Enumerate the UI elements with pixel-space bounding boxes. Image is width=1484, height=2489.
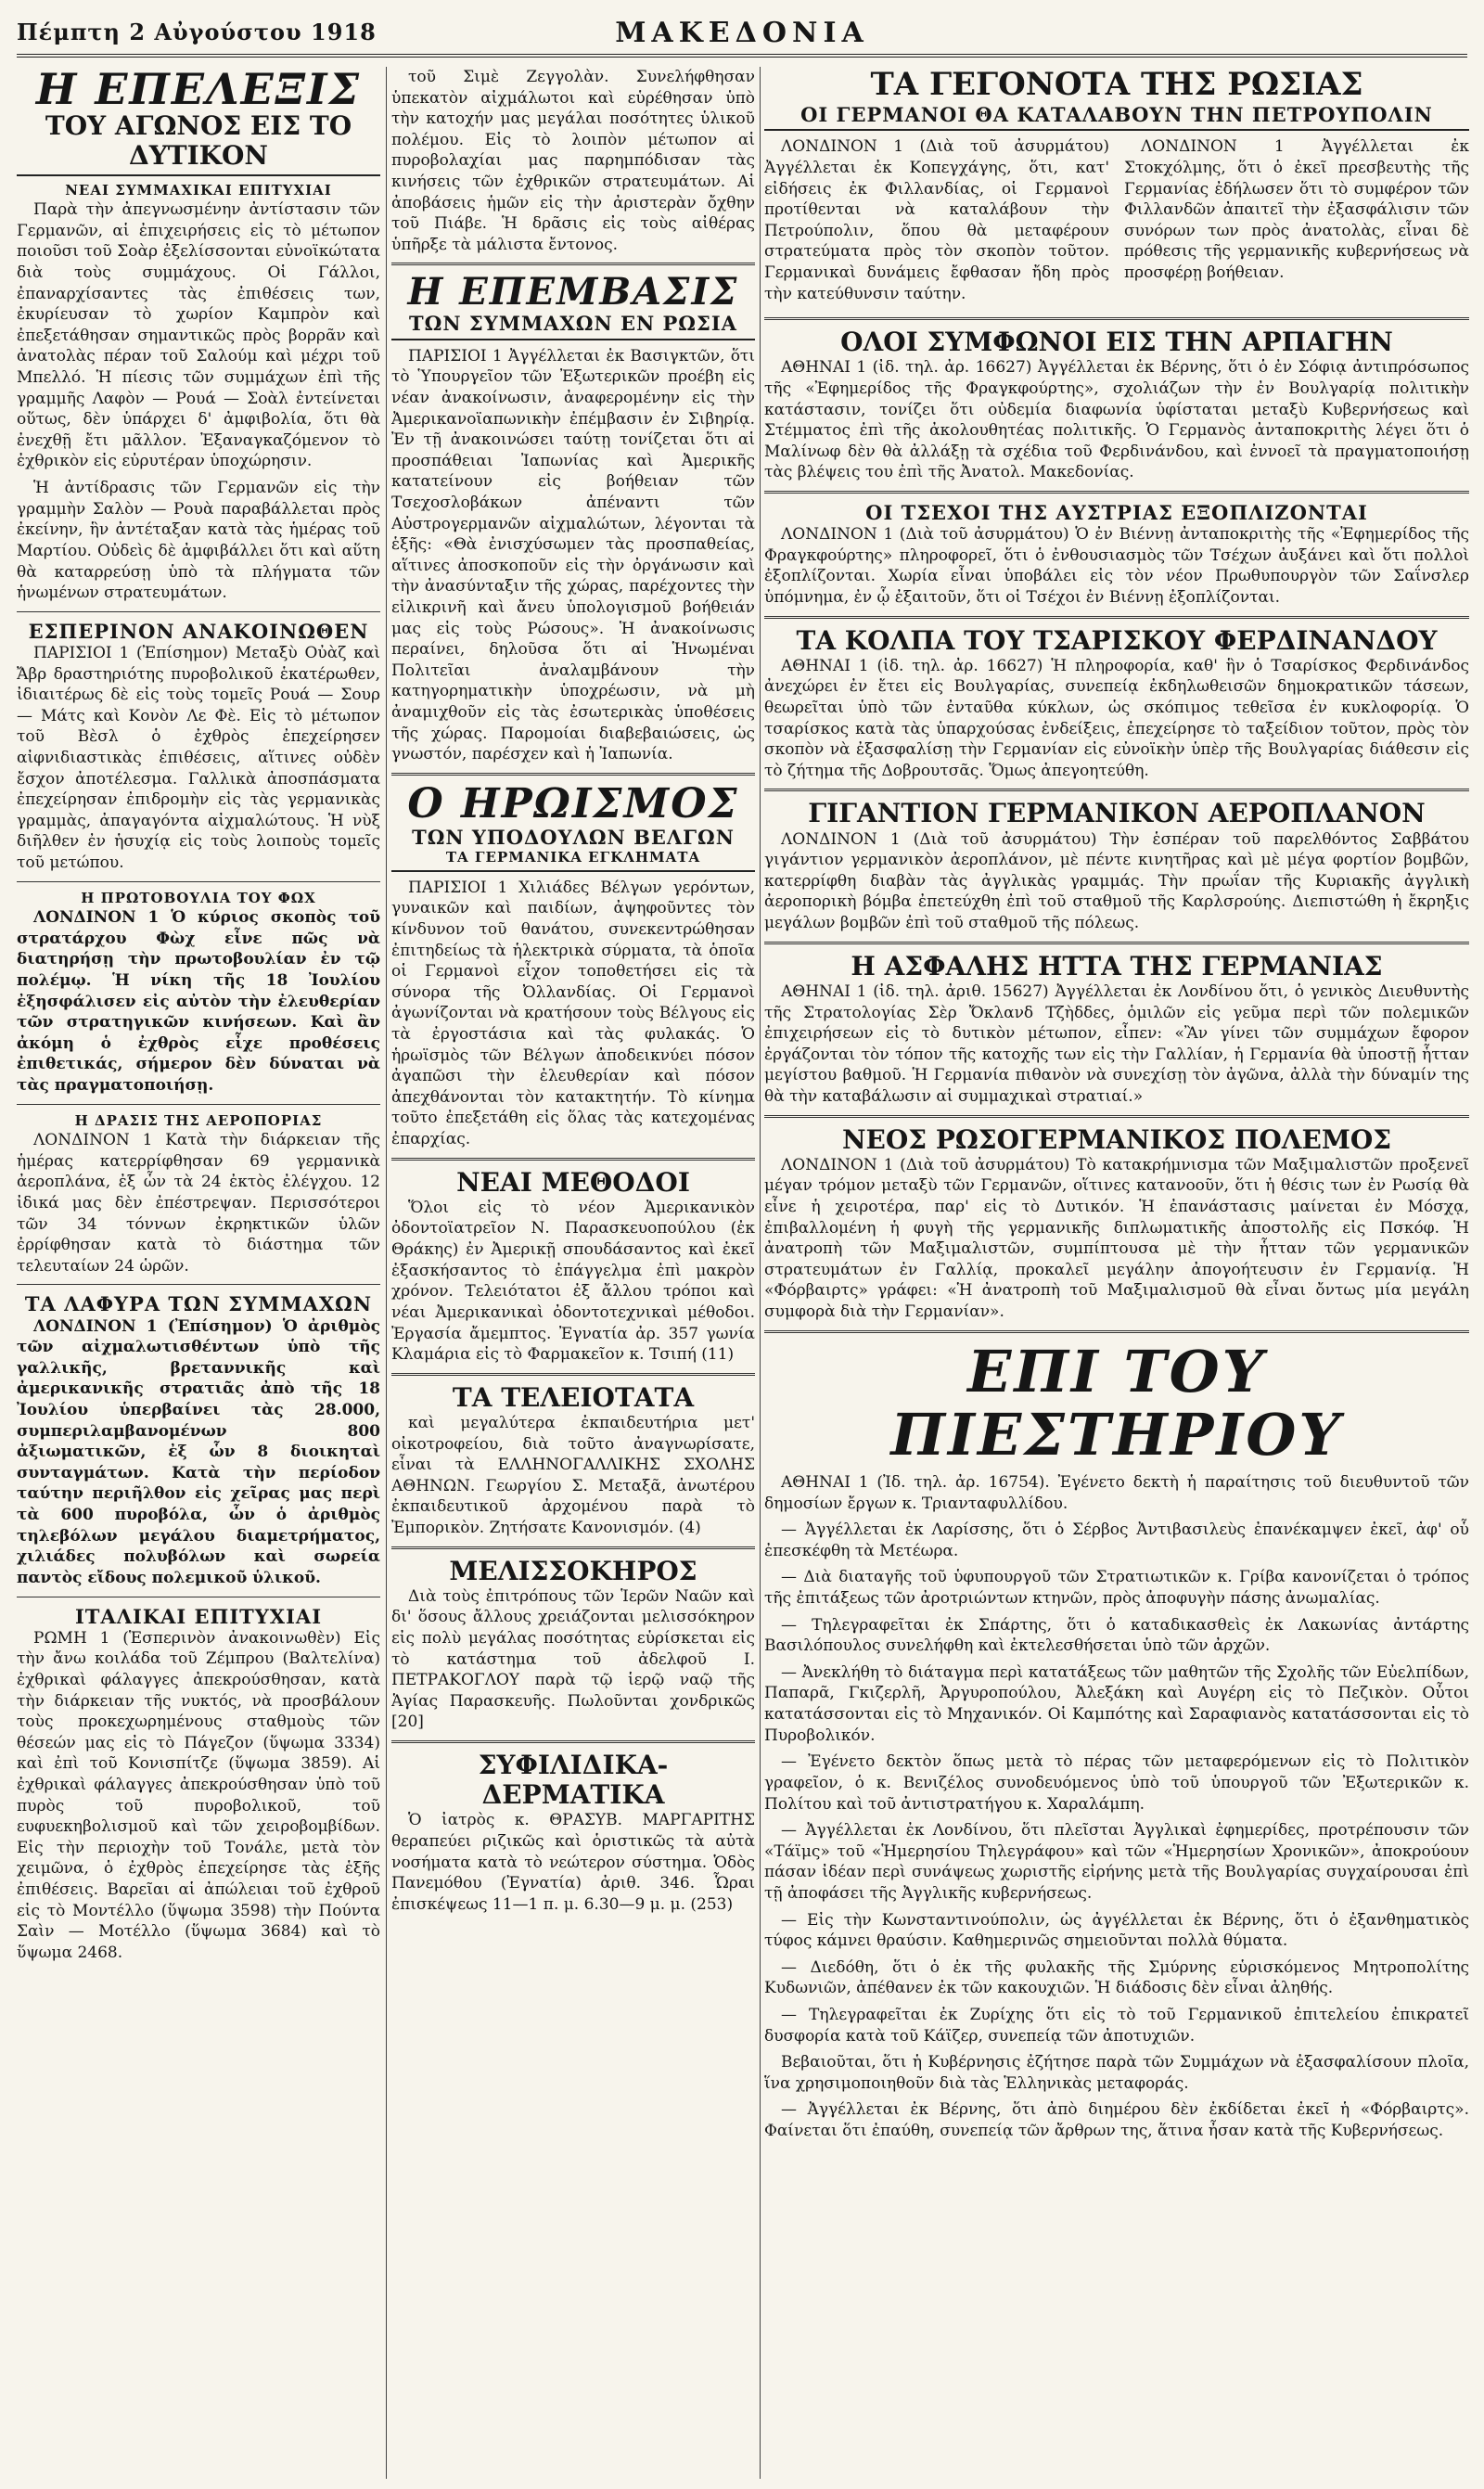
ad-new-methods-text: Ὅλοι εἰς τὸ νέον Ἀμερικανικὸν ὀδοντοϊατρεῖον Ν. Παρασκευοπούλου (ἐκ Θράκης) ἐν Ἀμερικῇ σπουδάσαντος καὶ ἐκεῖ ἐξασκήσαντος τὸ ἐπάγγελμα ἐπὶ μακρὸν χρόνον. Τελειότατοι ἐξ ἄλλου τρόποι καὶ νέαι Ἀμερικανικαὶ ὀδοντοτεχνικαὶ μέθοδοι. Ἐργασία ἄμεμπτος. Ἐγνατία ἀρ. 357 γωνία Κλαμάρια εἰς τὸ Φαρμακεῖον κ. Τσιπή (11) bbox=[391, 1198, 755, 1365]
article-paragraph: ΑΘΗΝΑΙ 1 (ἰδ. τηλ. ἀρ. 16627) Ἡ πληροφορία, καθ' ἣν ὁ Τσαρίσκος Φερδινάνδος ἀνεχώρει ἐν ἔτει εἰς Βουλγαρίας, συνεπείᾳ ἐκδηλωθεισῶν δημοκρατικῶν τάσεων, θεωρεῖται ὑπὸ τῶν ἐνταῦθα κύκλων, ὡς σκόπιμος τεθεῖσα ἐν κυκλοφορίᾳ. Ὁ τσαρίσκος κατὰ τὰς ὑπαρχούσας ἐνδείξεις, ἐπεχείρησε τὸ ταξείδιον τοῦτον, πρὸς τὸν σκοπὸν νὰ ἐξασφαλίσῃ τὴν Γερμανίαν εἰς εὐνοϊκὴν ὑπὲρ τῆς Βουλγαρίας διάθεσιν εἰς τὸ ζήτημα τῆς Δοβρουτσᾶς. Ὅμως ἀπεγοητεύθη. bbox=[764, 656, 1469, 780]
headline-russo-german-war: ΝΕΟΣ ΡΩΣΟΓΕΡΜΑΝΙΚΟΣ ΠΟΛΕΜΟΣ bbox=[841, 1123, 1392, 1155]
article-paragraph: ΛΟΝΔΙΝΟΝ 1 (Διὰ τοῦ ἀσυρμάτου) Ἀγγέλλεται ἐκ Κοπεγχάγης, ὅτι, κατ' εἰδήσεις ἐκ Φιλλανδίας, οἱ Γερμανοὶ προτίθενται νὰ καταλάβουν τὴν Πετρούπολιν, ὅπου θὰ μεταφέρουν στρατεύματα πρὸς τὸν σκοπὸν τοῦτον. Γερμανικαὶ δυνάμεις ἔφθασαν ἤδη πρὸς τὴν κατεύθυνσιν ταύτην. bbox=[764, 137, 1109, 303]
headline-foch-initiative: Η ΠΡΩΤΟΒΟΥΛΙΑ ΤΟΥ ΦΩΧ bbox=[81, 889, 316, 906]
russia-columns bbox=[764, 136, 1469, 310]
article-paragraph: ΛΟΝΔΙΝΟΝ 1 (Ἐπίσημον) Ὁ ἀριθμὸς τῶν αἰχμαλωτισθέντων ὑπὸ τῆς γαλλικῆς, βρεταννικῆς καὶ ἀμερικανικῆς στρατιᾶς ἀπὸ τῆς 18 Ἰουλίου ὑπερβαίνει τὰς 28.000, συμπεριλαμβανομένων 800 ἀξιωματικῶν, ἐξ ὧν 8 διοικηταὶ συνταγμάτων. Κατὰ τὴν περίοδον ταύτην περιῆλθον εἰς χεῖρας μας περὶ τὰ 600 πυροβόλα, ὧν ὁ ἀριθμὸς τηλεβόλων μεγάλου διαμετρήματος, χιλιάδες πολυβόλων καὶ σωρεία παντὸς εἴδους πολεμικοῦ ὑλικοῦ. bbox=[17, 1316, 380, 1587]
article-paragraph: ΑΘΗΝΑΙ 1 (ἰδ. τηλ. ἀριθ. 15627) Ἀγγέλλεται ἐκ Λονδίνου ὅτι, ὁ γενικὸς Διευθυντὴς τῆς Στρατολογίας Σὲρ Ὄκλανδ Τζὴδδες, ὁμιλῶν εἰς γεῦμα περὶ τῶν πολεμικῶν ἐπιχειρήσεων εἰς τὸ δυτικὸν μέτωπον, εἶπεν: «Ἂν γίνει τῶν συμμάχων ἔφορον ἐργάζονται τὸν τόπον τῆς κατοχῆς των εἰς τὴν Γαλλίαν, ἡ Γερμανία θὰ ὑποστῇ ἧτταν μεγίστου βαθμοῦ. Ἡ Γερμανία πιθανὸν νὰ συνεχίσῃ τὸν ἀγῶνα, ἀλλὰ τὴν δύναμίν της θὰ τὴν καταβάλωσιν αἱ συμμαχικαὶ στρατιαί.» bbox=[764, 981, 1469, 1106]
headline-intervention-sub: ΤΩΝ ΣΥΜΜΑΧΩΝ ΕΝ ΡΩΣΙΑ bbox=[391, 312, 755, 340]
ad-beeswax-title: ΜΕΛΙΣΣΟΚΗΡΟΣ bbox=[449, 1555, 697, 1586]
article-paragraph: ΛΟΝΔΙΝΟΝ 1 (Διὰ τοῦ ἀσυρμάτου) Τὸ κατακρήμνισμα τῶν Μαξιμαλιστῶν προξενεῖ μέγαν τρόμον μεταξὺ τῶν Γερμανῶν, οἵτινες κατανοοῦν, ὅτι ἡ θέσις των ἐν Ρωσίᾳ θὰ εἶνε ἡ χειροτέρα, παρ' εἰς τὸ Δυτικόν. Ἡ ἐπανάστασις μαίνεται ἐν Μόσχᾳ, ἐπιβαλλομένη ἡ φυγὴ τῆς γερμανικῆς διπλωματικῆς ἀποστολῆς εἰς Πσκόφ. Ἡ ἀνατροπὴ τῶν Μαξιμαλιστῶν, συμπίπτουσα μὲ τὴν ἧτταν τῶν γερμανικῶν στρατευμάτων ἐν Γαλλίᾳ, προκαλεῖ μεγάλην ἀπογοήτευσιν ἐν Γερμανίᾳ. Ἡ «Φόρβαιρτς» γράφει: «Ἡ ἀνατροπὴ τοῦ Μαξιμαλισμοῦ θὰ εἶναι ὄντως μία μεγάλη συμφορὰ διὰ τὴν Γερμανίαν». bbox=[764, 1155, 1469, 1321]
news-brief: — Ἀγγέλλεται ἐκ Βέρνης, ὅτι ἀπὸ διημέρου δὲν ἐκδίδεται ἐκεῖ ἡ «Φόρβαιρτς». Φαίνεται ὅτι ἐπαύθη, συνεπείᾳ τῶν ἄρθρων της, ἅτινα ἦσαν κατὰ τῆς Κυβερνήσεως. bbox=[764, 2100, 1469, 2141]
news-brief: — Ἀνεκλήθη τὸ διάταγμα περὶ κατατάξεως τῶν μαθητῶν τῆς Σχολῆς τῶν Εὐελπίδων, Παπαρᾶ, Γκιζερλῆ, Ἀργυροπούλου, Ἀλεξάκη καὶ Αυγέρη εἰς τὸ Πεζικὸν. Οὗτοι κατατάσσονται εἰς τὸ Μηχανικόν. Οἱ Καμπότης καὶ Σαραφιανὸς κατατάσσονται εἰς τὸ Πυροβολικόν. bbox=[764, 1662, 1469, 1745]
headline-heroism: Ο ΗΡΩΙΣΜΟΣ bbox=[407, 779, 739, 828]
news-brief: — Διεδόθη, ὅτι ὁ ἐκ τῆς φυλακῆς τῆς Σμύρνης εὑρισκόμενος Μητροπολίτης Κυδωνιῶν, ἀπέθανεν ἐκ τῶν κακουχιῶν. Ἡ διάδοσις δὲν εἶναι ἀληθής. bbox=[764, 1957, 1469, 1998]
ad-beeswax-text: Διὰ τοὺς ἐπιτρόπους τῶν Ἱερῶν Ναῶν καὶ δι' ὅσους ἄλλους χρειάζονται μελισσόκηρον εἰς πολὺ μεγάλας ποσότητας εὑρίσκεται εἰς τὸ κατάστημα τοῦ ἀδελφοῦ Ι. ΠΕΤΡΑΚΟΓΛΟΥ παρὰ τῷ ἱερῷ ναῷ τῆς Ἁγίας Παρασκευῆς. Πωλοῦνται χονδρικῶς [20] bbox=[391, 1586, 755, 1732]
masthead bbox=[17, 6, 1467, 58]
column-2 bbox=[391, 67, 755, 2479]
article-paragraph: τοῦ Σιμὲ Ζεγγολὰν. Συνελήφθησαν ὑπεκατὸν αἰχμάλωτοι καὶ εὑρέθησαν ὑπὸ τὴν κατοχήν μας μεγάλαι ποσότητες ὑλικοῦ πολέμου. Εἰς τὸ λοιπὸν μέτωπον αἱ πυροβολαχίαι μας παρημπόδισαν τὰς κινήσεις τῶν ἐχθρικῶν στρατευμάτων. Αἱ ἀποβάσεις ἡμῶν εἰς τὴν ἀριστερὰν ὄχθην τοῦ Πιάβε. Ἡ δρᾶσις εἰς τοὺς αἰθέρας ὑπῆρξε τὰ μάλιστα ἔντονος. bbox=[391, 68, 755, 254]
article-paragraph: ΛΟΝΔΙΝΟΝ 1 Κατὰ τὴν διάρκειαν τῆς ἡμέρας κατερρίφθησαν 69 γερμανικὰ ἀεροπλάνα, ἐξ ὧν τὰ 24 ἐκτὸς ἐλέγχου. 12 ἰδικά μας δὲν ἐπέστρεψαν. Περισσότεροι τῶν 34 τόννων ἐκρηκτικῶν ὑλῶν ἐρρίφθησαν κατὰ τὸ διάστημα τῶν τελευταίων 24 ὡρῶν. bbox=[17, 1131, 380, 1276]
article-paragraph: ΠΑΡΙΣΙΟΙ 1 Χιλιάδες Βέλγων γερόντων, γυναικῶν καὶ παιδίων, ἀψηφοῦντες τὸν κίνδυνον τοῦ θανάτου, συνεκεντρώθησαν ἐπιτηδείως τὰ ἡλεκτρικὰ σύρματα, τὰ ὁποῖα οἱ Γερμανοὶ εἶχον τοποθετήσει εἰς τὰ σύνορα τῆς Ὀλλανδίας. Οἱ Γερμανοὶ ἀγωνίζονται νὰ κρατήσουν τοὺς Βέλγους εἰς τὰ ἐργοστάσια καὶ τὰς φυλακάς. Ὁ ἡρωϊσμὸς τῶν Βέλγων ἀποδεικνύει πόσον ἀγαπῶσι τὴν ἐλευθερίαν καὶ πόσον ἀπεχθάνονται τὸν κατακτητήν. Τὸ κίνημα τοῦτο ἐπεξετάθη εἰς ὅλας τὰς κατεχομένας ἐπαρχίας. bbox=[391, 878, 755, 1149]
right-half bbox=[764, 67, 1469, 2479]
issue-date: Πέμπτη 2 Αὐγούστου 1918 bbox=[17, 19, 377, 45]
ad-new-methods-title: ΝΕΑΙ ΜΕΘΟΔΟΙ bbox=[456, 1166, 690, 1198]
article-paragraph: ΡΩΜΗ 1 (Ἑσπερινὸν ἀνακοινωθὲν) Εἰς τὴν ἄνω κοιλάδα τοῦ Ζέμπρου (Βαλτελίνα) ἐχθρικαὶ φάλαγγες ἀπεκρούσθησαν, κατὰ τὴν διάρκειαν τῆς νυκτός, νὰ προσβάλουν τοὺς προκεχωρημένους σταθμοὺς τῶν θέσεών μας εἰς τὸ Πάγεζον (ὕψωμα 3334) καὶ ἐπὶ τοῦ Κονισπίτζε (ὕψωμα 3859). Αἱ ἐχθρικαὶ φάλαγγες ἀπεκρούσθησαν ὑπὸ τοῦ πυρὸς τοῦ πυροβολικοῦ, τοῦ ευφυεκηβολισμοῦ καὶ τῶν χειροβομβίδων. Εἰς τὴν περιοχὴν τοῦ Τονάλε, μετὰ τὸν χειμῶνα, ὁ ἐχθρὸς ἐπεχείρησε τὰς ἑξῆς ἐπιθέσεις. Βαρεῖαι αἱ ἀπώλειαι τοῦ ἐχθροῦ εἰς τὸ Μοντέλλο (ὕψωμα 3598) τὴν Πούντα Σαὶν — Μοτέλλο (ὕψωμα 3684) καὶ τὸ ὕψωμα 2468. bbox=[17, 1628, 380, 1962]
column-rule bbox=[386, 67, 387, 2479]
headline-evening-communique: ΕΣΠΕΡΙΝΟΝ ΑΝΑΚΟΙΝΩΘΕΝ bbox=[28, 619, 369, 643]
article-paragraph: ΑΘΗΝΑΙ 1 (ἰδ. τηλ. ἀρ. 16627) Ἀγγέλλεται ἐκ Βέρνης, ὅτι ὁ ἐν Σόφιᾳ ἀντιπρόσωπος τῆς «Ἐφημερίδος τῆς Φραγκφούρτης», σχολιάζων τὴν ἐν Βουλγαρίᾳ πολιτικὴν κατάστασιν, τονίζει ὅτι οὐδεμία διαφωνία ὑφίσταται μεταξὺ Κυβερνήσεως καὶ Στέμματος ἐπὶ τῆς ἀκολουθητέας πολιτικῆς. Ὁ Γερμανὸς ἀνταποκριτὴς λέγει ὅτι ὁ Μαλίνωφ δὲν θὰ ἀλλάξῃ τὰ σχέδια τοῦ Φερδινάνδου, καὶ ἐννοεῖ τὰ πραγματοποιήσῃ τὰς βλέψεις του ἐπὶ τῆς Ἀνατολ. Μακεδονίας. bbox=[764, 358, 1469, 482]
headline-intervention: Η ΕΠΕΜΒΑΣΙΣ bbox=[407, 270, 739, 314]
ad-doctor-title: ΣΥΦΙΛΙΔΙΚΑ-ΔΕΡΜΑΤΙΚΑ bbox=[478, 1750, 669, 1811]
headline-italian-successes: ΙΤΑΛΙΚΑΙ ΕΠΙΤΥΧΙΑΙ bbox=[74, 1604, 323, 1628]
ad-doctor-text: Ὁ ἰατρὸς κ. ΘΡΑΣΥΒ. ΜΑΡΓΑΡΙΤΗΣ θεραπεύει ριζικῶς καὶ ὁριστικῶς τὰ αὐτὰ νοσήματα κατὰ τὸ νεώτερον σύστημα. Ὁδὸς Πανεμόθου (Ἐγνατία) ἀριθ. 346. Ὧραι ἐπισκέψεως 11—1 π. μ. 6.30—9 μ. μ. (253) bbox=[391, 1811, 755, 1914]
article-paragraph: ΛΟΝΔΙΝΟΝ 1 (Διὰ τοῦ ἀσυρμάτου) Ὁ ἐν Βιέννῃ ἀνταποκριτὴς τῆς «Ἐφημερίδος τῆς Φραγκφούρτης» πληροφορεῖ, ὅτι ὁ ἐνθουσιασμὸς τῶν Τσέχων ἀυξάνει καὶ ὅτι πολλοὶ ἐξοπλίζονται. Χωρία εἶναι ὑποβάλει εἰς τὸν νέον Πρωθυπουργὸν τῶν Σαΐνσλερ ὑπόμνημα, ἐν ᾧ ἐξαιτοῦν, ὅτι οἱ Τσέχοι ἐν Βιέννῃ ἐξοπλίζονται. bbox=[764, 525, 1469, 608]
kicker-german-crimes: ΤΑ ΓΕΡΜΑΝΙΚΑ ΕΓΚΛΗΜΑΤΑ bbox=[391, 849, 755, 872]
article-paragraph: ΠΑΡΙΣΙΟΙ 1 Ἀγγέλλεται ἐκ Βασιγκτῶν, ὅτι τὸ Ὑπουργεῖον τῶν Ἐξωτερικῶν προέβη εἰς νέαν ἀνακοίνωσιν, ἀναφερομένην εἰς τὴν Ἀμερικανοϊαπωνικὴν ἐπέμβασιν ἐν Σιβηρίᾳ. Ἐν τῇ ἀνακοινώσει ταύτῃ τονίζεται ὅτι αἱ προσπάθειαι Ἰαπωνίας καὶ Ἀμερικῆς κατατείνουν εἰς βοήθειαν τῶν Τσεχοσλοβάκων ἀπέναντι τῶν Αὐστρογερμανῶν αἰχμαλώτων, λέγονται τὰ ἑξῆς: «Θὰ ἐνισχύσωμεν τὰς προσπαθείας, αἵτινες ἀποσκοποῦν εἰς τὴν ὀργάνωσιν καὶ τὴν ἀνασύνταξιν τῆς χώρας, παρέχοντες τὴν εἰλικρινῆ καὶ ἄνευ ὑπολογισμοῦ βοήθειάν μας εἰς τοὺς Ρώσους». Ἡ ἀνακοίνωσις περαίνει, δηλοῦσα ὅτι αἱ Ἡνωμέναι Πολιτεῖαι ἀναλαμβάνουν τὴν κατηγορηματικὴν ὑποχρέωσιν, νὰ μὴ ἀναμιχθοῦν εἰς τὰς ἐσωτερικὰς ὑποθέσεις τῆς χώρας. Παρομοίαι διαβεβαιώσεις, ὡς γνωστόν, παρέσχεν καὶ ἡ Ἰαπωνία. bbox=[391, 346, 755, 764]
news-brief: — Τηλεγραφεῖται ἐκ Σπάρτης, ὅτι ὁ καταδικασθεὶς ἐκ Λακωνίας ἀντάρτης Βασιλόπουλος συνελήφθη καὶ ἐκτελεσθήσεται ὑπὸ τῶν ἀρχῶν. bbox=[764, 1615, 1469, 1656]
news-brief: — Ἀγγέλλεται ἐκ Λαρίσσης, ὅτι ὁ Σέρβος Ἀντιβασιλεὺς ἐπανέκαμψεν ἐκεῖ, ἀφ' οὗ ἐπεσκέφθη τὰ Μετέωρα. bbox=[764, 1520, 1469, 1560]
headline-german-defeat: Η ΑΣΦΑΛΗΣ ΗΤΤΑ ΤΗΣ ΓΕΡΜΑΝΙΑΣ bbox=[851, 950, 1383, 981]
headline-air-action: Η ΔΡΑΣΙΣ ΤΗΣ ΑΕΡΟΠΟΡΙΑΣ bbox=[74, 1111, 323, 1129]
news-brief: — Ἀγγέλλεται ἐκ Λονδίνου, ὅτι πλεῖσται Ἀγγλικαὶ ἐφημερίδες, προτρέπουσιν τῶν «Τάϊμς» τοῦ «Ἡμερησίου Τηλεγράφου» καὶ τῶν «Ἡμερησίων Χρονικῶν», ἀποκρούουν πάσαν ἰδέαν περὶ συνάψεως χωριστῆς εἰρήνης μετὰ τῆς Βουλγαρίας συγχαίρουσαι ἐπὶ τῇ ἀποφάσει τῆς Ἀγγλικῆς κυβερνήσεως. bbox=[764, 1821, 1469, 1903]
headline-ferdinand: ΤΑ ΚΟΛΠΑ ΤΟΥ ΤΣΑΡΙΣΚΟΥ ΦΕΡΔΙΝΑΝΔΟΥ bbox=[796, 624, 1438, 656]
article-paragraph: Παρὰ τὴν ἀπεγνωσμένην ἀντίστασιν τῶν Γερμανῶν, αἱ ἐπιχειρήσεις εἰς τὸ μέτωπον ποιοῦσι τοῦ Σοὰρ ἐξελίσσονται εὐνοϊκώτατα διὰ τοὺς συμμάχους. Οἱ Γάλλοι, ἐπαναρχίσαντες τὰς ἐπιθέσεις των, ἐκυρίευσαν τὸ χωρίον Καμπρὸν καὶ ἐπεξετάθησαν σημαντικῶς πρὸς βορρᾶν καὶ ἀνατολὰς πέραν τοῦ Σαλούμ καὶ μέχρι τοῦ Μπελλό. Ἡ πίεσις τῶν συμμάχων ἐπὶ τῆς γραμμῆς Λαφὸν — Ρουά — Σοὰλ ἐντείνεται οὕτως, δὲν ὑπάρχει δ' ἀμφιβολία, ὅτι θὰ ἐνεχθῇ ἔτι μᾶλλον. Ἐξαναγκαζόμενον τὸ ἐχθρικὸν εἰς εὐρυτέραν ὑποχώρησιν. bbox=[17, 200, 380, 471]
headline-western-front: ΤΟΥ ΑΓΩΝΟΣ ΕΙΣ ΤΟ ΔΥΤΙΚΟΝ bbox=[17, 111, 380, 175]
kicker-allied-successes: ΝΕΑΙ ΣΥΜΜΑΧΙΚΑΙ ΕΠΙΤΥΧΙΑΙ bbox=[65, 181, 332, 199]
ad-school-text: καὶ μεγαλύτερα ἐκπαιδευτήρια μετ' οἰκοτροφείου, διὰ τοῦτο ἀναγνωρίσατε, εἶναι τὰ ΕΛΛΗΝΟΓΑΛΛΙΚΗΣ ΣΧΟΛΗΣ ΑΘΗΝΩΝ. Γεωργίου Σ. Μεταξᾶ, ἀνωτέρου ἐκπαιδευτικοῦ ἀρχομένου παρὰ τὸ Ἐμπορικὸν. Ζητήσατε Κανονισμόν. (4) bbox=[391, 1413, 755, 1537]
headline-on-the-press: ΕΠΙ ΤΟΥ ΠΙΕΣΤΗΡΙΟΥ bbox=[890, 1337, 1343, 1469]
column-rule bbox=[760, 67, 761, 2479]
headline-czechs: ΟΙ ΤΣΕΧΟΙ ΤΗΣ ΑΥΣΤΡΙΑΣ ΕΞΟΠΛΙΖΟΝΤΑΙ bbox=[865, 501, 1368, 524]
news-brief: — Διὰ διαταγῆς τοῦ ὑφυπουργοῦ τῶν Στρατιωτικῶν κ. Γρίβα κανονίζεται ὁ τρόπος τῆς ἐπιτάξεως τῶν ἀροτριώντων κτηνῶν, πρὸς ἀποφυγὴν πάσης ἀνωμαλίας. bbox=[764, 1568, 1469, 1609]
article-paragraph: Ἡ ἀντίδρασις τῶν Γερμανῶν εἰς τὴν γραμμὴν Σαλὸν — Ρουὰ παραβάλλεται πρὸς ἐκείνην, ἣν ἀντέταξαν κατὰ τὰς ἡμέρας τοῦ Μαρτίου. Οὐδεὶς δὲ ἀμφιβάλλει ὅτι καὶ αὕτη θὰ καταρρεύσῃ ὑπὸ τὰ πλήγματα τῶν ἡνωμένων στρατευμάτων. bbox=[17, 479, 380, 603]
headline-epeleksis: Η ΕΠΕΛΕΞΙΣ bbox=[35, 67, 362, 114]
news-brief: Βεβαιοῦται, ὅτι ἡ Κυβέρνησις ἐζήτησε παρὰ τῶν Συμμάχων νὰ ἐξασφαλίσουν πλοῖα, ἵνα χρησιμοποιηθοῦν διὰ τὰς Ἑλληνικὰς μεταφοράς. bbox=[764, 2053, 1469, 2093]
article-paragraph: ΛΟΝΔΙΝΟΝ 1 Ὁ κύριος σκοπὸς τοῦ στρατάρχου Φὼχ εἶνε πῶς νὰ διατηρήσῃ τὴν πρωτοβουλίαν ἐν τῷ πολέμῳ. Ἡ νίκη τῆς 18 Ἰουλίου ἐξησφάλισεν εἰς αὐτὸν τὴν ἐλευθερίαν τῶν στρατηγικῶν κινήσεων. Καὶ ἂν ἀκόμη ὁ ἐχθρὸς εἶχε προθέσεις ἐπιθετικάς, σήμερον δὲν δύναται νὰ τὰς πραγματοποιήσῃ. bbox=[17, 908, 380, 1096]
news-brief: — Τηλεγραφεῖται ἐκ Ζυρίχης ὅτι εἰς τὸ τοῦ Γερμανικοῦ ἐπιτελείου ἐπικρατεῖ δυσφορία κατὰ τοῦ Κάϊζερ, συνεπείᾳ τῶν ἀποτυχιῶν. bbox=[764, 2006, 1469, 2046]
headline-allied-booty: ΤΑ ΛΑΦΥΡΑ ΤΩΝ ΣΥΜΜΑΧΩΝ bbox=[24, 1292, 373, 1316]
ad-school-title: ΤΑ ΤΕΛΕΙΟΤΑΤΑ bbox=[452, 1381, 695, 1413]
article-paragraph: ΛΟΝΔΙΝΟΝ 1 Ἀγγέλλεται ἐκ Στοκχόλμης, ὅτι ὁ ἐκεῖ πρεσβευτὴς τῆς Γερμανίας ἐδήλωσεν ὅτι τὸ συμφέρον τῶν Φιλλανδῶν ἀπαιτεῖ τὴν ἐξασφάλισιν τῶν συνόρων των πρὸς ἀνατολὰς, εἶναι δὲ πρόθεσις τῆς γερμανικῆς κυβερνήσεως νὰ προσφέρῃ βοήθειαν. bbox=[1124, 137, 1469, 282]
headline-seizure: ΟΛΟΙ ΣΥΜΦΩΝΟΙ ΕΙΣ ΤΗΝ ΑΡΠΑΓΗΝ bbox=[840, 327, 1393, 358]
column-1 bbox=[17, 67, 380, 2479]
headline-russia-sub: ΟΙ ΓΕΡΜΑΝΟΙ ΘΑ ΚΑΤΑΛΑΒΟΥΝ ΤΗΝ ΠΕΤΡΟΥΠΟΛΙΝ bbox=[764, 103, 1469, 131]
news-brief: — Ἐγένετο δεκτὸν ὅπως μετὰ τὸ πέρας τῶν μεταφερόμενων εἰς τὸ Πολιτικὸν γραφεῖον, ὁ κ. Βενιζέλος συνοδευόμενος ὑπὸ τοῦ ὑπουργοῦ τῶν Ἐξωτερικῶν κ. Πολίτου καὶ τοῦ ἀντιστρατήγου κ. Χαραλάμπη. bbox=[764, 1752, 1469, 1814]
newspaper-title: ΜΑΚΕΔΟΝΙΑ bbox=[615, 17, 869, 49]
news-brief: ΑΘΗΝΑΙ 1 (Ἰδ. τηλ. ἀρ. 16754). Ἐγένετο δεκτὴ ἡ παραίτησις τοῦ διευθυντοῦ τῶν δημοσίων ἔργων κ. Τριανταφυλλίδου. bbox=[764, 1472, 1469, 1513]
headline-heroism-sub: ΤΩΝ ΥΠΟΔΟΥΛΩΝ ΒΕΛΓΩΝ bbox=[412, 826, 735, 850]
article-paragraph: ΠΑΡΙΣΙΟΙ 1 (Ἐπίσημον) Μεταξὺ Οὐὰζ καὶ Ἄβρ δραστηριότης πυροβολικοῦ ἑκατέρωθεν, ἰδιαιτέρως δὲ εἰς τοὺς τομεῖς Ρουά — Σουρ — Μάτς καὶ Κονὸν Λε Φὲ. Εἰς τὸ μέτωπον τοῦ Βὲσλ ὁ ἐχθρὸς ἐπεχείρησεν αἰφνιδιαστικὰς ἐπιθέσεις, αἵτινες οὐδὲν ἔσχον ἀποτέλεσμα. Γαλλικὰ ἀποσπάσματα ἐπεχείρησαν ἐπιδρομὴν εἰς τὰς γερμανικὰς γραμμὰς, ἀπαγαγόντα αἰχμαλώτους. Ἡ νὺξ διῆλθεν ἐν ἡσυχίᾳ εἰς τοὺς λοιποὺς τομεῖς τοῦ μετώπου. bbox=[17, 643, 380, 873]
headline-russia: ΤΑ ΓΕΓΟΝΟΤΑ ΤΗΣ ΡΩΣΙΑΣ bbox=[870, 67, 1363, 103]
headline-giant-aeroplane: ΓΙΓΑΝΤΙΟΝ ΓΕΡΜΑΝΙΚΟΝ ΑΕΡΟΠΛΑΝΟΝ bbox=[808, 798, 1426, 829]
article-paragraph: ΛΟΝΔΙΝΟΝ 1 (Διὰ τοῦ ἀσυρμάτου) Τὴν ἑσπέραν τοῦ παρελθόντος Σαββάτου γιγάντιον γερμανικὸν ἀεροπλάνον, μὲ πέντε κινητῆρας καὶ μὲ μέγα φορτίον βομβῶν, κατερρίφθη διαβὰν τὰς ἀγγλικὰς γραμμάς. Τὴν πρωΐαν τῆς Κυριακῆς ἀγγλικὴ ἀεροπορικὴ βόμβα ἐπετεύχθη ἐπὶ τοῦ σταθμοῦ τῆς Καρλσρούης. Διεπιστώθη ἡ ἔκρηξις μεγάλων βομβῶν ἐπὶ τοῦ σταθμοῦ τῆς πόλεως. bbox=[764, 829, 1469, 933]
news-brief: — Εἰς τὴν Κωνσταντινούπολιν, ὡς ἀγγέλλεται ἐκ Βέρνης, ὅτι ὁ ἐξανθηματικὸς τύφος κάμνει θραύσιν. Καθημερινῶς σημειοῦνται πολλὰ θύματα. bbox=[764, 1910, 1469, 1951]
